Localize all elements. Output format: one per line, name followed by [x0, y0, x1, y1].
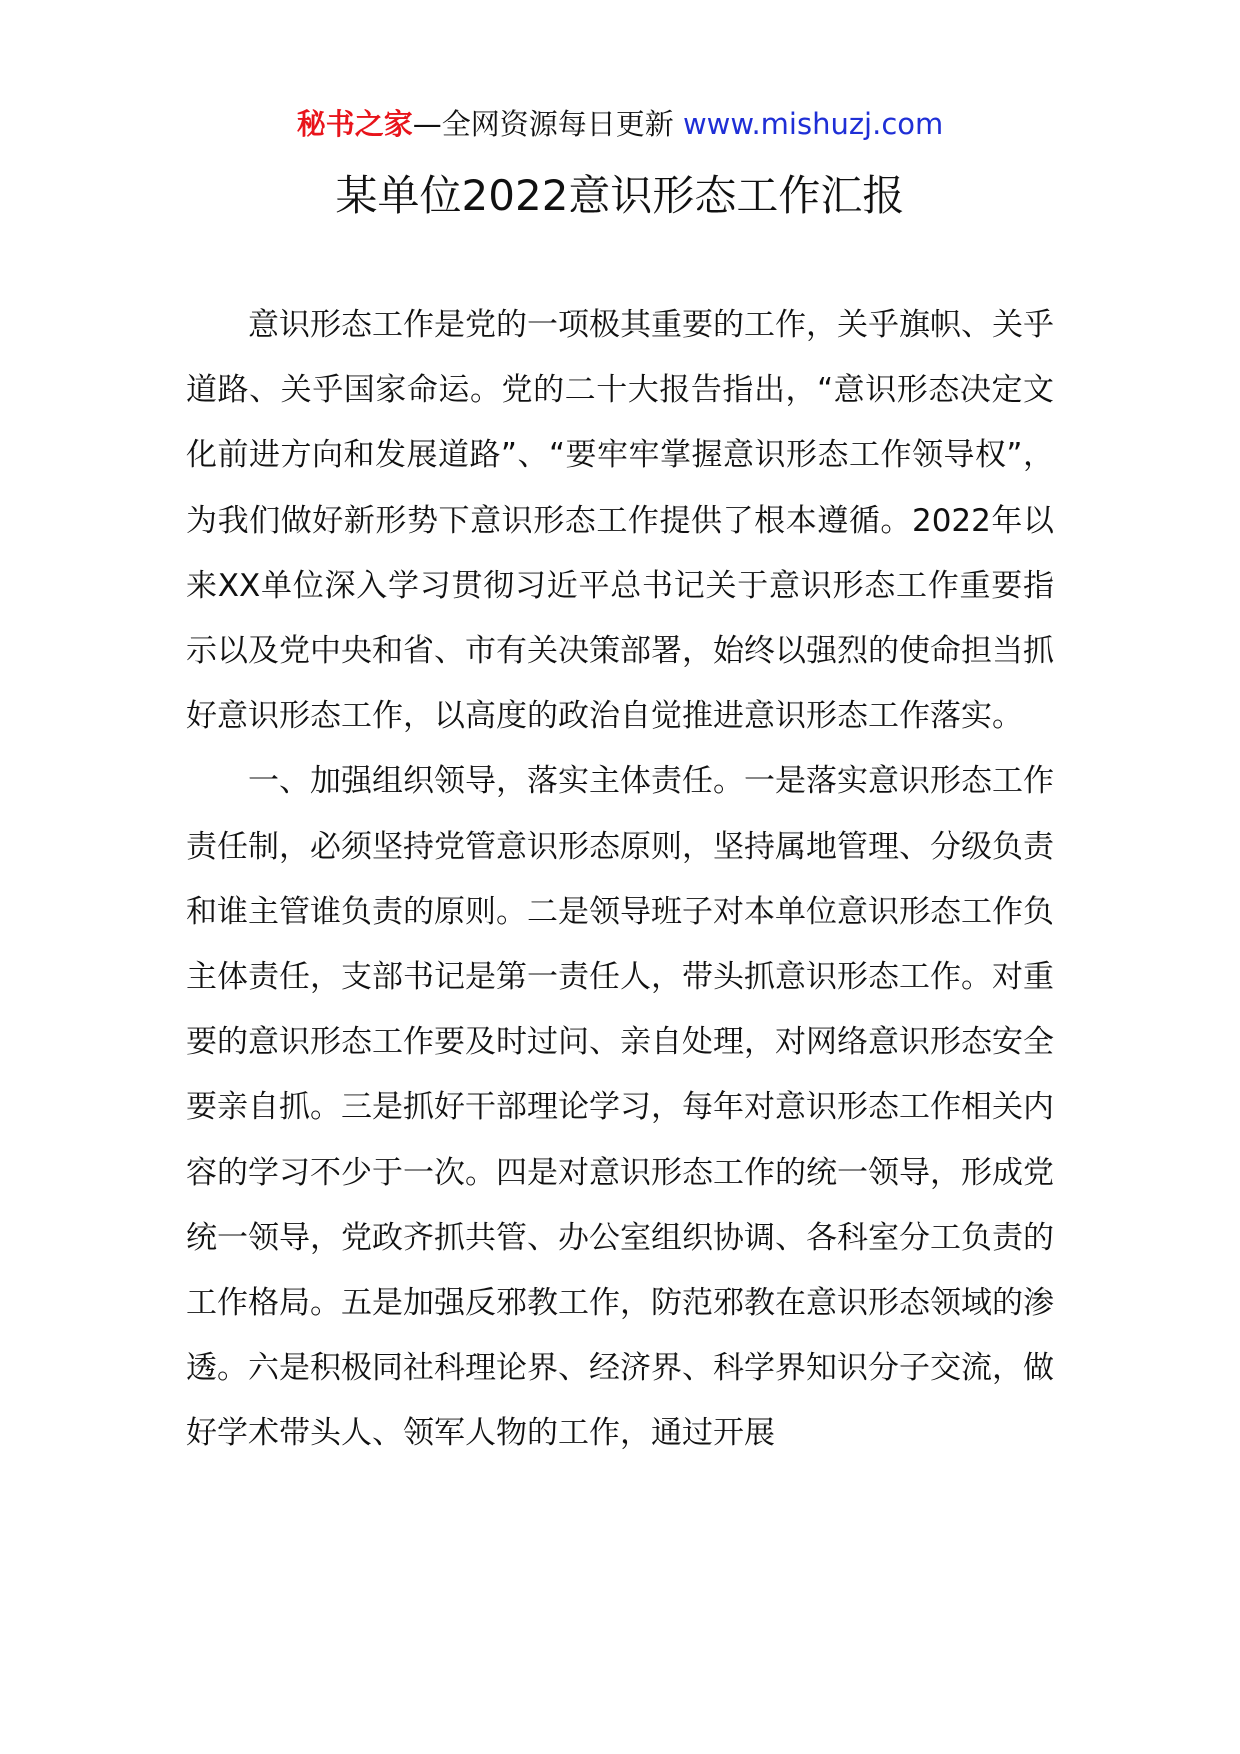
paragraph-section-1 [186, 749, 1054, 1466]
site-banner [0, 104, 1240, 144]
paragraph-intro-text: 意识形态工作是党的一项极其重要的工作，关乎旗帜、关乎道路、关乎国家命运。党的二十大报告指出，“意识形态决定文化前进方向和发展道路”、“要牢牢掌握意识形态工作领导权”，为我们做好新形势下意识形态工作提供了根本遵循。2022年以来XX单位深入学习贯彻习近平总书记关于意识形态工作重要指示以及党中央和省、市有关决策部署，始终以强烈的使命担当抓好意识形态工作，以高度的政治自觉推进意识形态工作落实。 [186, 307, 1054, 735]
document-body [186, 293, 1054, 1467]
site-slogan: —全网资源每日更新 [412, 107, 674, 141]
document-title: 某单位2022意识形态工作汇报 [335, 171, 905, 220]
paragraph-intro [186, 293, 1054, 749]
section-1-heading: 一、加强组织领导，落实主体责任。 [248, 763, 744, 800]
site-brand: 秘书之家 [296, 107, 413, 141]
section-1-text: 一是落实意识形态工作责任制，必须坚持党管意识形态原则，坚持属地管理、分级负责和谁主管谁负责的原则。二是领导班子对本单位意识形态工作负主体责任，支部书记是第一责任人，带头抓意识形态工作。对重要的意识形态工作要及时过问、亲自处理，对网络意识形态安全要亲自抓。三是抓好干部理论学习，每年对意识形态工作相关内容的学习不少于一次。四是对意识形态工作的统一领导，形成党统一领导，党政齐抓共管、办公室组织协调、各科室分工负责的工作格局。五是加强反邪教工作，防范邪教在意识形态领域的渗透。六是积极同社科理论界、经济界、科学界知识分子交流，做好学术带头人、领军人物的工作，通过开展 [186, 763, 1054, 1452]
site-url-link[interactable]: www.mishuzj.com [682, 107, 944, 141]
